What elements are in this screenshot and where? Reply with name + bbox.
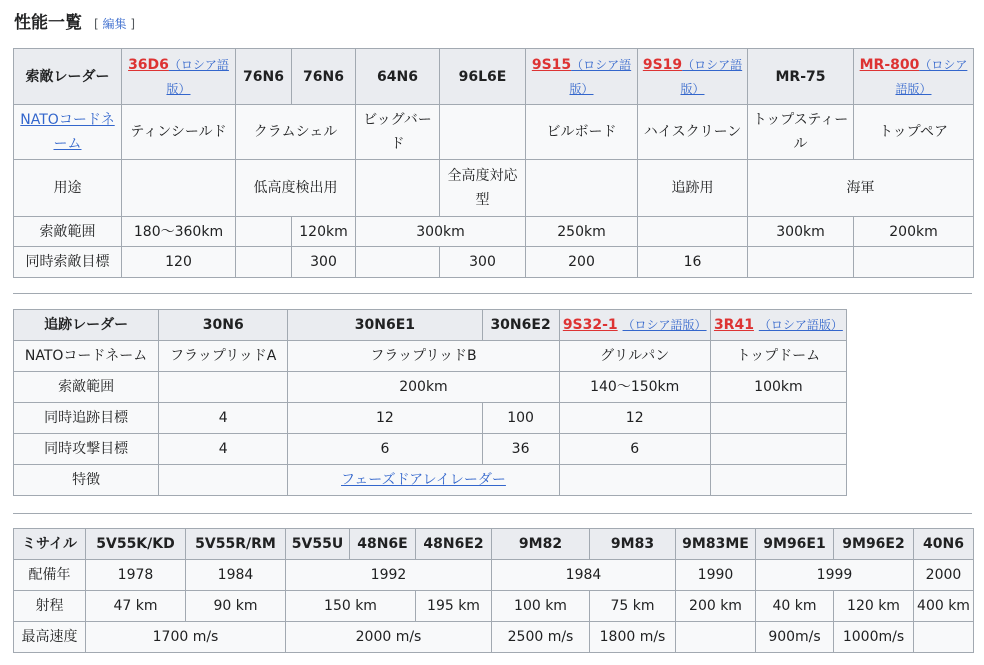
lang-link[interactable]: （ロシア語版） (622, 318, 707, 332)
divider (13, 293, 972, 294)
radar-link-9s32-1[interactable]: 9S32-1 (562, 317, 618, 333)
header-cell (710, 310, 846, 341)
table-cell: 300km (748, 217, 854, 247)
table-cell: 16 (638, 247, 748, 278)
search-radar-table (13, 48, 974, 278)
table-cell: 1999 (756, 560, 914, 591)
header-cell: 9M83 (590, 529, 676, 560)
header-cell: 96L6E (440, 49, 526, 105)
table-cell: 900m/s (756, 622, 834, 653)
table-cell (559, 465, 710, 496)
section-heading (14, 8, 135, 33)
header-cell: 追跡レーダー (14, 310, 159, 341)
header-cell: ミサイル (14, 529, 86, 560)
lang-link[interactable]: （ロシア語版） (895, 57, 968, 96)
lang-link[interactable]: （ロシア語版） (758, 318, 843, 332)
table-row (14, 434, 847, 465)
row-label: 同時追跡目標 (14, 403, 159, 434)
table-cell: ビルボード (526, 105, 638, 160)
table-cell (356, 247, 440, 278)
edit-section: [ 編集 ] (94, 17, 136, 31)
table-cell: 200 (526, 247, 638, 278)
table-cell: 120km (292, 217, 356, 247)
table-row (14, 622, 974, 653)
row-label: 最高速度 (14, 622, 86, 653)
table-cell: 海軍 (748, 160, 974, 217)
table-cell: 200km (854, 217, 974, 247)
table-cell: 全高度対応型 (440, 160, 526, 217)
table-row (14, 372, 847, 403)
table-cell: 140〜150km (559, 372, 710, 403)
table-cell (236, 217, 292, 247)
table-cell: 1984 (492, 560, 676, 591)
table-cell: 低高度検出用 (236, 160, 356, 217)
table-cell: 2000 (914, 560, 974, 591)
table-cell: 6 (559, 434, 710, 465)
table-cell (638, 217, 748, 247)
table-cell: 12 (288, 403, 482, 434)
table-cell: フラップリッドB (288, 341, 559, 372)
table-cell: 250km (526, 217, 638, 247)
table-cell (914, 622, 974, 653)
table-cell (356, 160, 440, 217)
table-cell: クラムシェル (236, 105, 356, 160)
table-cell: 1990 (676, 560, 756, 591)
header-cell: 48N6E (350, 529, 416, 560)
table-cell: トップスティール (748, 105, 854, 160)
table-cell: 1000m/s (834, 622, 914, 653)
table-cell: 1700 m/s (86, 622, 286, 653)
divider (13, 513, 972, 514)
table-cell: 200 km (676, 591, 756, 622)
radar-link-mr800[interactable]: MR-800 (859, 56, 920, 73)
table-cell: 1984 (186, 560, 286, 591)
header-cell: MR-75 (748, 49, 854, 105)
header-cell: 76N6 (292, 49, 356, 105)
table-cell: 36 (482, 434, 559, 465)
table-cell: 追跡用 (638, 160, 748, 217)
header-cell (854, 49, 974, 105)
nato-codename-link[interactable]: NATOコードネーム (20, 112, 115, 152)
edit-link[interactable]: 編集 (102, 17, 127, 31)
header-cell: 30N6E2 (482, 310, 559, 341)
table-row (14, 465, 847, 496)
table-row (14, 217, 974, 247)
section-title: 性能一覧 (14, 13, 82, 33)
header-cell: 5V55K/KD (86, 529, 186, 560)
table-row (14, 560, 974, 591)
row-label: 索敵範囲 (14, 372, 159, 403)
table-cell (236, 247, 292, 278)
table-cell (288, 465, 559, 496)
table-row (14, 591, 974, 622)
header-cell: 9M83ME (676, 529, 756, 560)
table-cell (440, 105, 526, 160)
table-row (14, 310, 847, 341)
table-row (14, 49, 974, 105)
radar-link-9s15[interactable]: 9S15 (531, 56, 572, 73)
tracking-radar-table (13, 309, 847, 496)
table-cell: ティンシールド (122, 105, 236, 160)
table-cell: 100 km (492, 591, 590, 622)
table-cell: 4 (159, 434, 288, 465)
table-cell: 75 km (590, 591, 676, 622)
row-label: 同時攻撃目標 (14, 434, 159, 465)
row-label: 同時索敵目標 (14, 247, 122, 278)
table-cell: 1800 m/s (590, 622, 676, 653)
table-cell: 2000 m/s (286, 622, 492, 653)
lang-link[interactable]: （ロシア語版） (680, 57, 743, 96)
table-row (14, 105, 974, 160)
table-row (14, 247, 974, 278)
table-cell (159, 465, 288, 496)
table-cell: 400 km (914, 591, 974, 622)
table-cell: フラップリッドA (159, 341, 288, 372)
table-cell: 150 km (286, 591, 416, 622)
row-label (14, 105, 122, 160)
row-label: NATOコードネーム (14, 341, 159, 372)
radar-link-36d6[interactable]: 36D6 (128, 56, 169, 73)
missile-table (13, 528, 974, 653)
table-cell: 1992 (286, 560, 492, 591)
header-cell (122, 49, 236, 105)
header-cell: 30N6 (159, 310, 288, 341)
table-cell: 300 (440, 247, 526, 278)
table-cell (710, 434, 846, 465)
row-label: 特徴 (14, 465, 159, 496)
row-label: 用途 (14, 160, 122, 217)
table-cell: ハイスクリーン (638, 105, 748, 160)
header-cell: 9M96E2 (834, 529, 914, 560)
header-cell (559, 310, 710, 341)
table-row (14, 341, 847, 372)
table-cell: トップドーム (710, 341, 846, 372)
table-cell: 100 (482, 403, 559, 434)
row-label: 配備年 (14, 560, 86, 591)
table-cell: 300km (356, 217, 526, 247)
radar-link-3r41[interactable]: 3R41 (713, 317, 754, 333)
table-cell: 120 (122, 247, 236, 278)
table-cell: 2500 m/s (492, 622, 590, 653)
table-cell: 200km (288, 372, 559, 403)
table-cell: 47 km (86, 591, 186, 622)
table-cell (854, 247, 974, 278)
table-cell (676, 622, 756, 653)
row-label: 索敵範囲 (14, 217, 122, 247)
header-cell (638, 49, 748, 105)
table-cell: 12 (559, 403, 710, 434)
header-cell: 5V55R/RM (186, 529, 286, 560)
header-cell: 5V55U (286, 529, 350, 560)
table-cell: トップペア (854, 105, 974, 160)
table-cell (748, 247, 854, 278)
table-row (14, 160, 974, 217)
header-cell: 76N6 (236, 49, 292, 105)
table-cell: 180〜360km (122, 217, 236, 247)
header-cell: 30N6E1 (288, 310, 482, 341)
table-cell: 300 (292, 247, 356, 278)
header-cell: 9M96E1 (756, 529, 834, 560)
table-cell (159, 372, 288, 403)
table-cell: ビッグバード (356, 105, 440, 160)
header-cell (526, 49, 638, 105)
table-cell: 100km (710, 372, 846, 403)
table-cell: 1978 (86, 560, 186, 591)
lang-link[interactable]: （ロシア語版） (166, 57, 229, 96)
radar-link-9s19[interactable]: 9S19 (642, 56, 683, 73)
table-cell: グリルパン (559, 341, 710, 372)
row-label: 射程 (14, 591, 86, 622)
header-cell: 48N6E2 (416, 529, 492, 560)
table-row (14, 529, 974, 560)
table-cell (526, 160, 638, 217)
table-cell (710, 403, 846, 434)
table-cell: 4 (159, 403, 288, 434)
table-cell: 90 km (186, 591, 286, 622)
table-cell: 195 km (416, 591, 492, 622)
table-cell (710, 465, 846, 496)
header-cell: 索敵レーダー (14, 49, 122, 105)
header-cell: 64N6 (356, 49, 440, 105)
header-cell: 9M82 (492, 529, 590, 560)
table-cell: 40 km (756, 591, 834, 622)
table-row (14, 403, 847, 434)
table-cell (122, 160, 236, 217)
lang-link[interactable]: （ロシア語版） (569, 57, 632, 96)
table-cell: 120 km (834, 591, 914, 622)
table-cell: 6 (288, 434, 482, 465)
header-cell: 40N6 (914, 529, 974, 560)
phased-array-link[interactable]: フェーズドアレイレーダー (341, 472, 506, 488)
